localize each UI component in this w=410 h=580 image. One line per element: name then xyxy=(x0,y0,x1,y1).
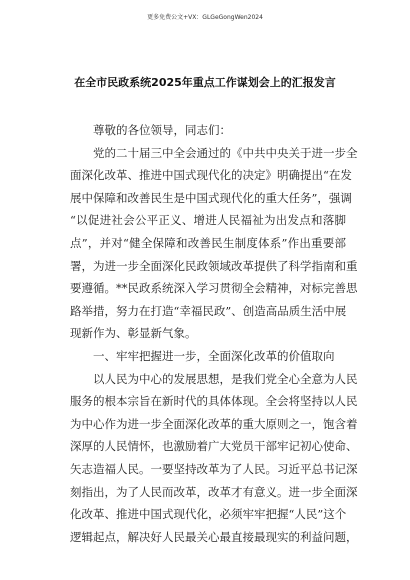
paragraph-line: 逻辑起点，解决好人民最关心最直接最现实的利益问题， xyxy=(70,529,358,544)
paragraph-line: 矢志造福人民。一要坚持改革为了人民。习近平总书记深 xyxy=(70,461,358,476)
salutation: 尊敬的各位领导，同志们： xyxy=(93,123,231,137)
header-watermark: 更多免费公文+VX：GLGeGongWen2024 xyxy=(147,14,263,21)
paragraph-line: 点”，并对“健全保障和改善民生制度体系”作出重要部 xyxy=(70,235,346,250)
paragraph-line: 路举措，努力在打造“幸福民政”、创造高品质生活中展 xyxy=(70,303,347,318)
document-title: 在全市民政系统2025年重点工作谋划会上的汇报发言 xyxy=(74,76,336,89)
paragraph-line: 深厚的人民情怀，也激励着广大党员干部牢记初心使命、 xyxy=(70,439,358,454)
paragraph-line: 展中保障和改善民生是中国式现代化的重大任务”，强调 xyxy=(70,190,352,205)
paragraph-line: 刻指出，为了人民而改革，改革才有意义。进一步全面深 xyxy=(70,484,358,499)
paragraph-line: 署，为进一步全面深化民政领域改革提供了科学指南和重 xyxy=(70,258,358,273)
paragraph-line: 党的二十届三中全会通过的《中共中央关于进一步全 xyxy=(93,145,358,160)
paragraph-line: 化改革、推进中国式现代化，必须牢牢把握“人民”这个 xyxy=(70,507,347,522)
paragraph-line: 现新作为、彰显新气象。 xyxy=(70,326,197,341)
paragraph-line: 服务的根本宗旨在新时代的具体体现。全会将坚持以人民 xyxy=(70,394,358,409)
paragraph-line: 要遵循。**民政系统深入学习贯彻全会精神，对标完善思 xyxy=(70,281,358,296)
document-body xyxy=(70,119,358,548)
paragraph-line: 以人民为中心的发展思想，是我们党全心全意为人民 xyxy=(93,371,358,386)
paragraph-line: 为中心作为进一步全面深化改革的重大原则之一，饱含着 xyxy=(70,416,358,431)
paragraph-line: “以促进社会公平正义、增进人民福祉为出发点和落脚 xyxy=(70,213,346,228)
paragraph-line: 面深化改革、推进中国式现代化的决定》明确提出“在发 xyxy=(70,168,352,183)
section-heading: 一、牢牢把握进一步，全面深化改革的价值取向 xyxy=(93,348,335,363)
